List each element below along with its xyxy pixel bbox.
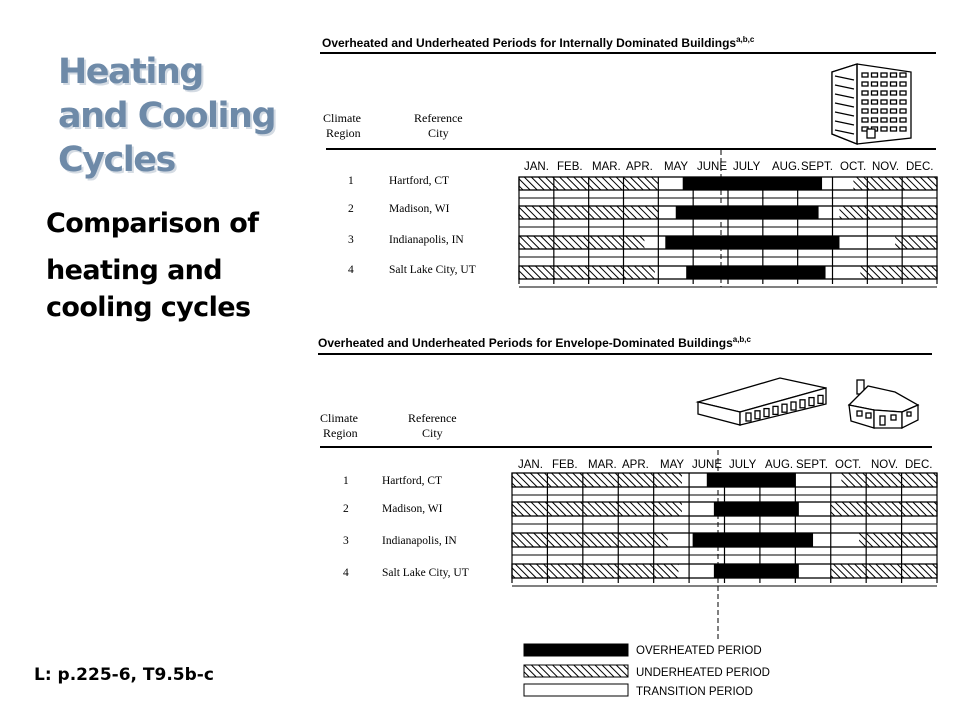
region-label: 3 [343,535,349,547]
chart-envelope-dominated [318,335,937,640]
month-label: MAR. [592,161,621,173]
region-label: 2 [348,203,354,215]
city-label: Salt Lake City, UT [382,567,469,579]
title-line: Heating [58,52,203,92]
month-label: MAY [660,459,685,471]
bar-underheated [512,533,668,547]
month-label: JULY [729,459,757,471]
strip-building-icon [698,378,826,425]
month-label: NOV. [871,459,899,471]
subtitle-line: Comparison of [46,208,259,239]
bar-underheated [860,266,937,279]
month-label: JAN. [524,161,549,173]
title-line: Cycles [58,140,175,180]
month-label: JUNE [692,459,723,471]
region-label: 1 [343,475,349,487]
month-label: APR. [626,161,653,173]
bar-underheated [841,473,937,487]
legend-swatch-underheated [524,665,628,677]
city-label: Salt Lake City, UT [389,264,476,276]
month-label: APR. [622,459,649,471]
month-label: JUNE [697,161,728,173]
bar-underheated [519,236,644,249]
city-label: Madison, WI [389,203,450,215]
bar-underheated [895,236,937,249]
bar-underheated [859,533,937,547]
region-label: 3 [348,234,354,246]
chart-internally-dominated [320,35,937,287]
bar-underheated [512,502,682,516]
bar-overheated [683,177,822,190]
bar-underheated [519,266,655,279]
month-label: SEPT. [801,161,833,173]
month-label: AUG. [772,161,801,173]
bar-overheated [707,473,796,487]
region-label: 1 [348,175,354,187]
title-line: and Cooling [58,96,276,136]
legend-label-transition: TRANSITION PERIOD [636,686,753,698]
legend [524,644,770,698]
legend-swatch-overheated [524,644,628,656]
subtitle-line: cooling cycles [46,292,251,323]
bar-overheated [665,236,839,249]
bar-overheated [686,266,825,279]
city-label: Indianapolis, IN [382,535,457,547]
bar-underheated [853,177,937,190]
city-label: Madison, WI [382,503,443,515]
month-label: JAN. [518,459,543,471]
legend-label-underheated: UNDERHEATED PERIOD [636,667,770,679]
office-building-icon [832,64,911,144]
legend-label-overheated: OVERHEATED PERIOD [636,645,762,657]
month-label: DEC. [906,161,934,173]
bar-underheated [512,473,682,487]
chart-title: Overheated and Underheated Periods for Internally Dominated Buildings$^{a,b,c}$ [322,35,755,50]
month-label: AUG. [765,459,794,471]
bar-underheated [839,206,937,219]
month-label: FEB. [557,161,583,173]
month-label: SEPT. [796,459,828,471]
chart-title: Overheated and Underheated Periods for Envelope-Dominated Buildings$^{a,b,c}$ [318,335,751,350]
column-header-city: Reference City [408,411,457,440]
month-label: NOV. [872,161,900,173]
bar-overheated [714,502,799,516]
month-label: MAY [664,161,689,173]
bar-underheated [831,502,937,516]
column-header-region: Climate Region [323,111,361,140]
bar-overheated [714,564,799,578]
region-label: 4 [343,567,349,579]
month-label: OCT. [840,161,867,173]
month-label: MAR. [588,459,617,471]
bar-underheated [831,564,937,578]
city-label: Indianapolis, IN [389,234,464,246]
month-label: FEB. [552,459,578,471]
region-label: 4 [348,264,354,276]
city-label: Hartford, CT [389,175,450,187]
reference-note: L: p.225-6, T9.5b-c [34,665,214,685]
month-label: JULY [733,161,761,173]
column-header-city: Reference City [414,111,463,140]
region-label: 2 [343,503,349,515]
city-label: Hartford, CT [382,475,443,487]
house-icon [849,380,918,428]
month-label: OCT. [835,459,862,471]
subtitle-line: heating and [46,255,223,286]
legend-swatch-transition [524,684,628,696]
month-label: DEC. [905,459,933,471]
column-header-region: Climate Region [320,411,358,440]
